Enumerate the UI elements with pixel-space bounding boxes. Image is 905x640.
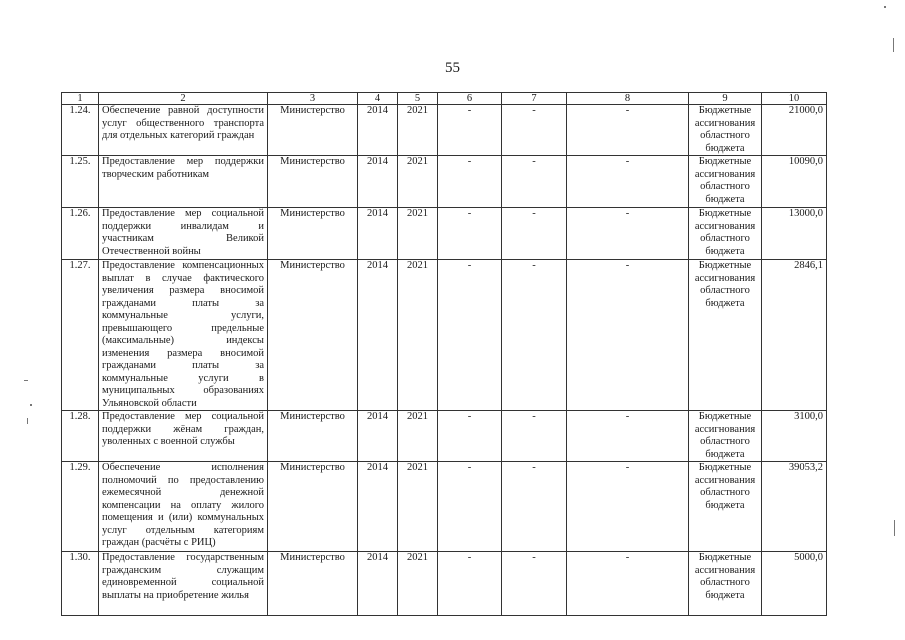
funding-amount: 10090,0 bbox=[762, 156, 827, 208]
funding-amount: 3100,0 bbox=[762, 411, 827, 462]
table-body bbox=[62, 105, 827, 616]
col-7-value: - bbox=[502, 260, 567, 411]
funding-source: Бюджетные ассигнования областного бюджета bbox=[689, 208, 762, 260]
program-table bbox=[61, 92, 827, 616]
row-number: 1.25. bbox=[62, 156, 99, 208]
header-col-4: 4 bbox=[358, 93, 398, 105]
table-row bbox=[62, 156, 827, 208]
scan-speck bbox=[884, 6, 886, 8]
measure-name: Предоставление мер социальной поддержки инвалидам и участникам Великой Отечественной войны bbox=[99, 208, 268, 260]
col-8-value: - bbox=[567, 260, 689, 411]
scan-speck bbox=[894, 520, 895, 536]
year-start: 2014 bbox=[358, 260, 398, 411]
funding-source: Бюджетные ассигнования областного бюджета bbox=[689, 411, 762, 462]
year-end: 2021 bbox=[398, 156, 438, 208]
funding-source: Бюджетные ассигнования областного бюджета bbox=[689, 260, 762, 411]
year-end: 2021 bbox=[398, 105, 438, 156]
col-6-value: - bbox=[438, 208, 502, 260]
executor: Министерство bbox=[268, 462, 358, 552]
header-col-5: 5 bbox=[398, 93, 438, 105]
row-number: 1.26. bbox=[62, 208, 99, 260]
funding-amount: 13000,0 bbox=[762, 208, 827, 260]
col-6-value: - bbox=[438, 105, 502, 156]
funding-amount: 21000,0 bbox=[762, 105, 827, 156]
header-col-6: 6 bbox=[438, 93, 502, 105]
scan-speck bbox=[27, 418, 28, 424]
table-row bbox=[62, 208, 827, 260]
table-row bbox=[62, 552, 827, 616]
header-col-2: 2 bbox=[99, 93, 268, 105]
year-end: 2021 bbox=[398, 462, 438, 552]
table-row bbox=[62, 260, 827, 411]
header-col-7: 7 bbox=[502, 93, 567, 105]
col-8-value: - bbox=[567, 156, 689, 208]
col-7-value: - bbox=[502, 208, 567, 260]
year-start: 2014 bbox=[358, 208, 398, 260]
measure-name: Обеспечение исполнения полномочий по предоставлению ежемесячной денежной компенсации на оплату жилого помещения и (или) коммунальных услуг отдельным категориям граждан (расчёты с РИЦ) bbox=[99, 462, 268, 552]
header-col-9: 9 bbox=[689, 93, 762, 105]
year-end: 2021 bbox=[398, 260, 438, 411]
year-start: 2014 bbox=[358, 105, 398, 156]
funding-amount: 2846,1 bbox=[762, 260, 827, 411]
col-8-value: - bbox=[567, 462, 689, 552]
col-6-value: - bbox=[438, 552, 502, 616]
executor: Министерство bbox=[268, 105, 358, 156]
executor: Министерство bbox=[268, 260, 358, 411]
col-7-value: - bbox=[502, 411, 567, 462]
header-col-1: 1 bbox=[62, 93, 99, 105]
funding-source: Бюджетные ассигнования областного бюджета bbox=[689, 105, 762, 156]
col-8-value: - bbox=[567, 208, 689, 260]
executor: Министерство bbox=[268, 552, 358, 616]
executor: Министерство bbox=[268, 411, 358, 462]
col-8-value: - bbox=[567, 411, 689, 462]
row-number: 1.30. bbox=[62, 552, 99, 616]
header-row bbox=[62, 93, 827, 105]
col-6-value: - bbox=[438, 156, 502, 208]
funding-source: Бюджетные ассигнования областного бюджета bbox=[689, 552, 762, 616]
executor: Министерство bbox=[268, 156, 358, 208]
col-8-value: - bbox=[567, 105, 689, 156]
table-row bbox=[62, 462, 827, 552]
scan-speck bbox=[24, 380, 28, 381]
measure-name: Обеспечение равной доступности услуг общественного транспорта для отдельных категорий граждан bbox=[99, 105, 268, 156]
funding-source: Бюджетные ассигнования областного бюджета bbox=[689, 462, 762, 552]
page-number: 55 bbox=[445, 60, 460, 76]
col-7-value: - bbox=[502, 552, 567, 616]
measure-name: Предоставление компенсационных выплат в случае фактического увеличения размера вносимой гражданами платы за коммунальные услуги, превышающего предельные (максимальные) индексы изменения размера вносимой гражданами платы за коммунальные услуги в муниципальных образованиях Ульяновской области bbox=[99, 260, 268, 411]
scan-speck bbox=[30, 404, 32, 406]
header-col-10: 10 bbox=[762, 93, 827, 105]
year-end: 2021 bbox=[398, 208, 438, 260]
funding-amount: 5000,0 bbox=[762, 552, 827, 616]
col-6-value: - bbox=[438, 260, 502, 411]
col-7-value: - bbox=[502, 156, 567, 208]
header-col-8: 8 bbox=[567, 93, 689, 105]
executor: Министерство bbox=[268, 208, 358, 260]
year-start: 2014 bbox=[358, 156, 398, 208]
col-7-value: - bbox=[502, 462, 567, 552]
col-7-value: - bbox=[502, 105, 567, 156]
funding-source: Бюджетные ассигнования областного бюджета bbox=[689, 156, 762, 208]
table-header bbox=[62, 93, 827, 105]
col-8-value: - bbox=[567, 552, 689, 616]
row-number: 1.29. bbox=[62, 462, 99, 552]
col-6-value: - bbox=[438, 462, 502, 552]
year-start: 2014 bbox=[358, 462, 398, 552]
year-start: 2014 bbox=[358, 411, 398, 462]
row-number: 1.24. bbox=[62, 105, 99, 156]
col-6-value: - bbox=[438, 411, 502, 462]
measure-name: Предоставление государственным гражданским служащим единовременной социальной выплаты на приобретение жилья bbox=[99, 552, 268, 616]
table-row bbox=[62, 105, 827, 156]
header-col-3: 3 bbox=[268, 93, 358, 105]
table-row bbox=[62, 411, 827, 462]
measure-name: Предоставление мер социальной поддержки жёнам граждан, уволенных с военной службы bbox=[99, 411, 268, 462]
year-end: 2021 bbox=[398, 411, 438, 462]
row-number: 1.27. bbox=[62, 260, 99, 411]
year-end: 2021 bbox=[398, 552, 438, 616]
scan-speck bbox=[893, 38, 894, 52]
funding-amount: 39053,2 bbox=[762, 462, 827, 552]
measure-name: Предоставление мер поддержки творческим работникам bbox=[99, 156, 268, 208]
row-number: 1.28. bbox=[62, 411, 99, 462]
year-start: 2014 bbox=[358, 552, 398, 616]
